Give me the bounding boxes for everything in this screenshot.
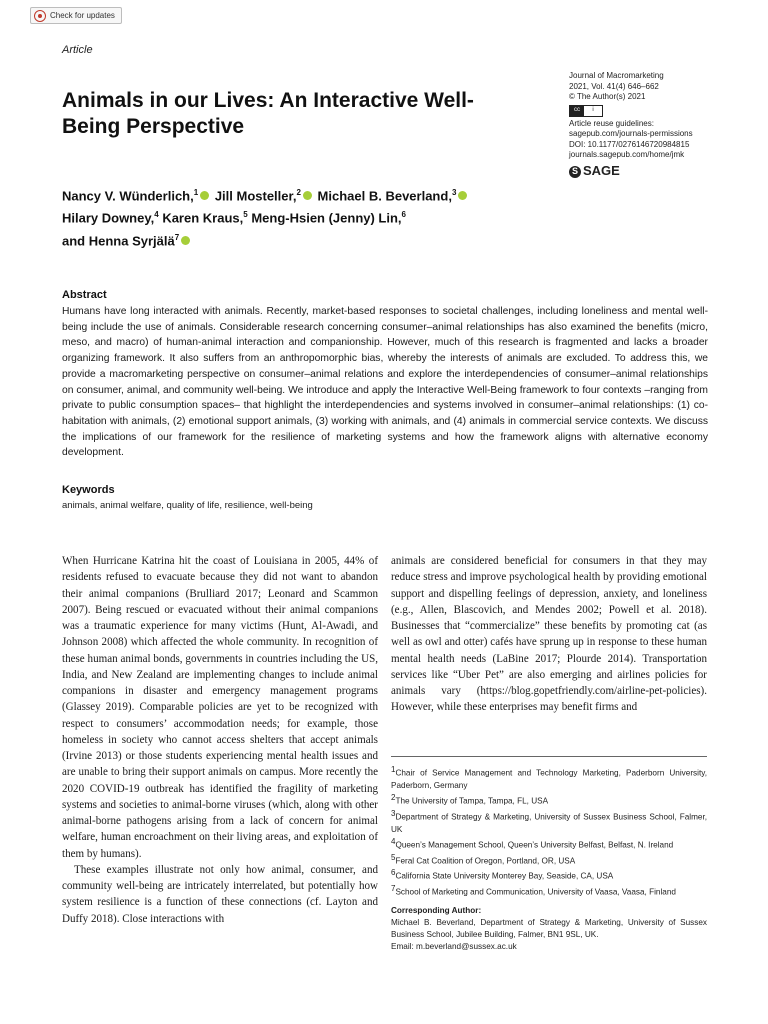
abstract-heading: Abstract [62,289,107,301]
orcid-icon[interactable] [303,191,312,200]
footnote-sup: 3 [391,808,396,818]
affiliation-footnote [391,867,707,883]
affiliation-footnote [391,836,707,852]
author-name: Hilary Downey, [62,210,155,226]
check-updates-icon [34,10,46,22]
author-affiliation-sup: 1 [193,188,199,197]
footnote-divider [391,756,707,757]
author-line-2 [62,205,542,227]
footnote-text: Queen’s Management School, Queen’s University Belfast, Belfast, N. Ireland [395,840,674,850]
orcid-icon[interactable] [181,236,190,245]
corresponding-author-text: Michael B. Beverland, Department of Strategy & Marketing, University of Sussex Business School, Jubilee Building, Falmer, BN1 9SL, UK. [391,918,707,940]
author-affiliation-sup: 3 [451,188,457,197]
orcid-icon[interactable] [458,191,467,200]
body-column-right [391,553,707,716]
author-name: Nancy V. Wünderlich, [62,188,194,204]
keywords-heading: Keywords [62,484,115,496]
footnote-sup: 1 [391,765,396,774]
author-affiliation-sup: 6 [401,210,406,220]
footnote-text: California State University Monterey Bay, Seaside, CA, USA [395,872,614,882]
footnote-text: Feral Cat Coalition of Oregon, Portland, OR, USA [395,856,576,866]
cc-license-badge[interactable] [569,105,603,117]
journal-info-block [569,71,729,178]
publisher-name: SAGE [583,163,620,179]
author-list [62,183,542,250]
footnote-sup: 5 [391,852,396,862]
corresponding-author-email[interactable]: Email: m.beverland@sussex.ac.uk [391,942,517,952]
journal-home-link[interactable]: journals.sagepub.com/home/jmk [569,150,685,159]
footnote-sup: 4 [391,836,396,846]
affiliation-footnote [391,764,707,792]
author-line-3 [62,228,542,250]
journal-name: Journal of Macromarketing [569,71,664,80]
check-for-updates-label: Check for updates [50,11,115,20]
footnote-sup: 7 [391,884,396,894]
affiliation-footnote [391,883,707,899]
reuse-guidelines-link[interactable]: sagepub.com/journals-permissions [569,129,693,138]
author-affiliation-sup: 2 [296,188,301,197]
author-line-1 [62,183,542,205]
author-affiliation-sup: 4 [154,210,159,220]
paper-title: Animals in our Lives: An Interactive Well-Being Perspective [62,89,474,138]
author-name: Jill Mosteller, [214,188,297,204]
corresponding-author-heading: Corresponding Author: [391,905,482,915]
sage-mark-icon: S [569,166,581,178]
orcid-icon[interactable] [200,191,209,200]
author-name: Michael B. Beverland, [317,188,452,204]
footnote-sup: 2 [391,792,396,802]
abstract-text: Humans have long interacted with animals. Recently, market-based responses to societal challenges, including loneliness and mental well-being include the use of animals. Considerable research concerning consumer–animal relationships has also examined the benefits (micro, meso, and macro) of human-animal interaction and companionship. However, much of this research is fragmented and lacks a broader organizing framework. It also suffers from an anthropomorphic bias, whereby the interests of animals are excluded. To address this, we provide a macromarketing perspective on consumer–animal relations and explore the interdependencies of consumer–animal relationships on consumer, animal, and community well-being. We introduce and apply the Interactive Well-Being framework to four contexts –ranging from private to public consumption spaces– that highlight the interdependencies and systems involved in consumer–animal relationships: (1) co-habitation with animals, (2) emotional support animals, (3) working with animals, and (4) animals in commercial service contexts. We discuss the implications of our framework for the resilience of marketing systems and how the framework aligns with alternative economy development. [62,306,708,459]
author-name: and Henna Syrjälä [62,232,175,248]
attribution-icon: i [584,106,602,116]
affiliation-footnote [391,792,707,808]
body-paragraph: These examples illustrate not only how animal, consumer, and community well-being are intricately interrelated, but potentially how system resilience is a function of these connections (cf. Layton and Duffy 2018). Close interactions with [62,863,378,925]
author-name: Meng-Hsien (Jenny) Lin, [251,210,402,226]
doi-link[interactable]: DOI: 10.1177/0276146720984815 [569,139,690,149]
author-name: Karen Kraus, [162,210,244,226]
footnote-sup: 6 [391,868,396,878]
body-paragraph: When Hurricane Katrina hit the coast of Louisiana in 2005, 44% of residents refused to evacuate because they did not want to abandon their animal companions (Brulliard 2017; Leonard and Scammon 2007). Being rescued or evacuated without their animal companions was a traumatic experience for many victims (Hunt, Al-Awadi, and Johnson 2008) which affected the whole community. In recognition of these human animal bonds, governments in countries including the US, India, and New Zealand are implementing changes to include animal companions in disaster and emergency management programs (Glassey 2019). Comparable policies are yet to be recognized with respect to consumers’ accommodation needs; for example, those homeless in society who cannot access shelters that accept animals (Irvine 2013) or those students experiencing mental health issues and are unable to bring their support animals on campus. More recently the 2020 COVID-19 outbreak has identified the fragility of marketing systems and societies to animal-borne viruses (which, along with other animal-borne pathogens arising from a lack of concern for animal welfare, human encroachment on their living areas, and exploitation of them by humans). [62,555,378,860]
affiliation-footnote [391,852,707,868]
journal-volume: 2021, Vol. 41(4) 646–662 [569,81,659,91]
footnote-text: Chair of Service Management and Technology Marketing, Paderborn University, Paderborn, Germany [391,768,707,790]
body-column-left [62,553,378,927]
footnote-text: School of Marketing and Communication, University of Vaasa, Vaasa, Finland [395,887,676,897]
keywords-text: animals, animal welfare, quality of life, resilience, well-being [62,500,313,511]
footnote-text: Department of Strategy & Marketing, University of Sussex Business School, Falmer, UK [391,812,707,834]
affiliation-footnote [391,808,707,836]
reuse-guidelines-label: Article reuse guidelines: [569,118,654,128]
check-for-updates-button[interactable] [30,7,122,24]
article-type-label: Article [62,44,93,56]
cc-icon: cc [570,106,584,116]
affiliation-footnotes [391,764,707,953]
body-paragraph: animals are considered beneficial for consumers in that they may reduce stress and improve psychological health by providing emotional support and dispelling feelings of depression, anxiety, and loneliness (e.g., Allen, Blascovich, and Mendes 2002; Powell et al. 2018). Businesses that “commercialize” these benefits by promoting cat (as well as owl and otter) cafés have sprung up in response to these human mental health needs (LaBine 2017; Plourde 2014). Transportation services like “Uber Pet” are also emerging and airlines policies for animals vary (https://blog.gopetfriendly.com/airline-pet-policies). However, while these enterprises may benefit firms and [391,555,707,714]
journal-copyright: © The Author(s) 2021 [569,92,646,101]
author-affiliation-sup: 7 [174,232,180,242]
sage-logo [569,163,729,179]
footnote-text: The University of Tampa, Tampa, FL, USA [395,796,549,806]
author-affiliation-sup: 5 [243,210,248,220]
